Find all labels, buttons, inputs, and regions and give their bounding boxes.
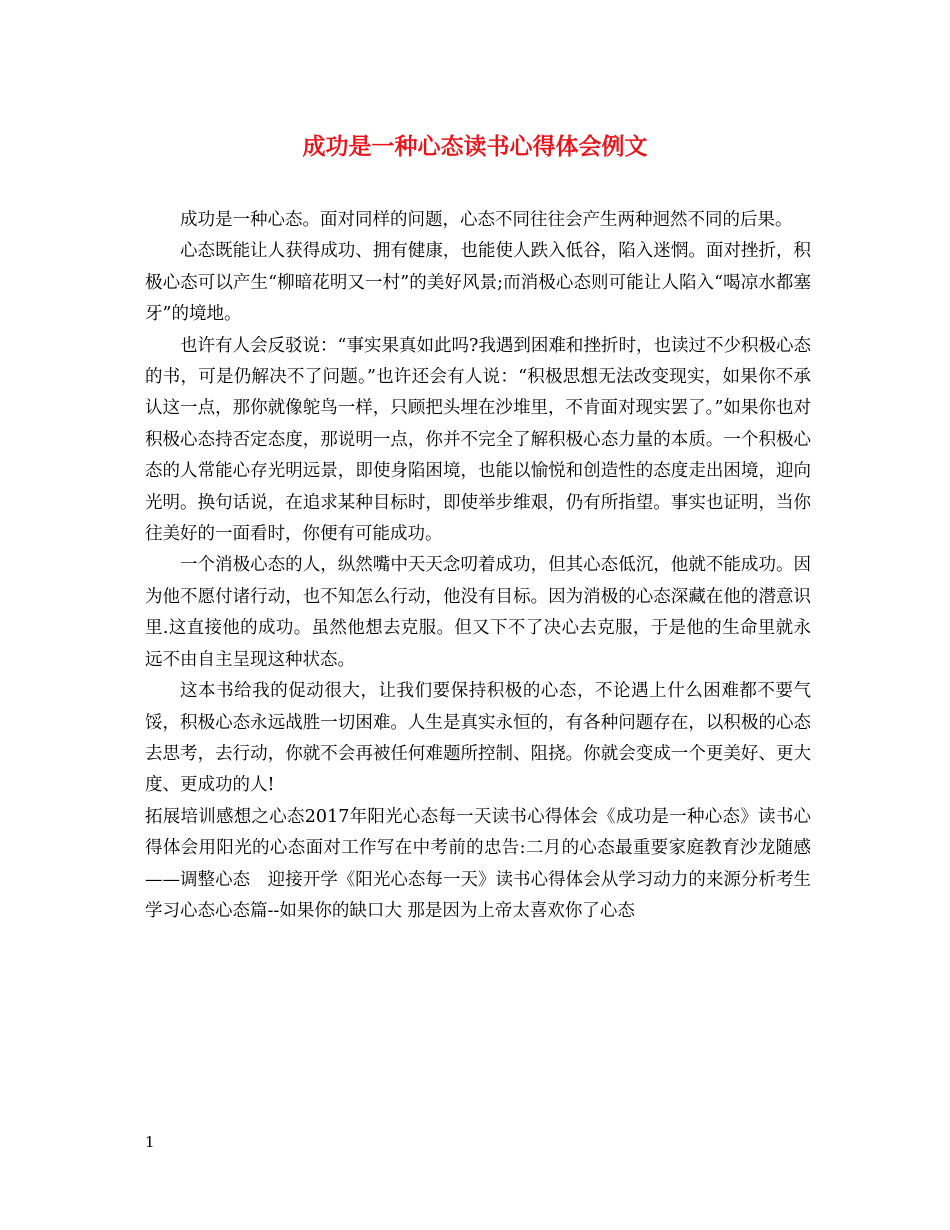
document-body — [145, 205, 811, 927]
paragraph: 也许有人会反驳说：“事实果真如此吗?我遇到困难和挫折时，也读过不少积极心态的书，可是仍解决不了问题。”也许还会有人说：“积极思想无法改变现实，如果你不承认这一点，那你就像鸵鸟一样，只顾把头埋在沙堆里，不肯面对现实罢了。”如果你也对积极心态持否定态度，那说明一点，你并不完全了解积极心态力量的本质。一个积极心态的人常能心存光明远景，即使身陷困境，也能以愉悦和创造性的态度走出困境，迎向光明。换句话说，在追求某种目标时，即使举步维艰，仍有所指望。事实也证明，当你往美好的一面看时，你便有可能成功。 — [145, 335, 811, 545]
paragraph: 心态既能让人获得成功、拥有健康，也能使人跌入低谷，陷入迷惘。面对挫折，积极心态可以产生“柳暗花明又一村”的美好风景;而消极心态则可能让人陷入“喝凉水都塞牙”的境地。 — [145, 241, 811, 325]
paragraph: 这本书给我的促动很大，让我们要保持积极的心态，不论遇上什么困难都不要气馁，积极心态永远战胜一切困难。人生是真实永恒的，有各种问题存在，以积极的心态去思考，去行动，你就不会再被任何难题所控制、阻挠。你就会变成一个更美好、更大度、更成功的人! — [145, 681, 811, 796]
document-title: 成功是一种心态读书心得体会例文 — [302, 133, 648, 160]
page-number: 1 — [145, 1133, 155, 1151]
related-links-text: 拓展培训感想之心态2017年阳光心态每一天读书心得体会《成功是一种心态》读书心得体会用阳光的心态面对工作写在中考前的忠告:二月的心态最重要家庭教育沙龙随感——调整心态 迎接开学《阳光心态每一天》读书心得体会从学习动力的来源分析考生学习心态心态篇--如果你的缺口大 那是因为上帝太喜欢你了心态 — [145, 806, 811, 921]
paragraph: 一个消极心态的人，纵然嘴中天天念叨着成功，但其心态低沉，他就不能成功。因为他不愿付诸行动，也不知怎么行动，他没有目标。因为消极的心态深藏在他的潜意识里.这直接他的成功。虽然他想去克服。但又下不了决心去克服，于是他的生命里就永远不由自主呈现这种状态。 — [145, 555, 811, 670]
paragraph: 成功是一种心态。面对同样的问题，心态不同往往会产生两种迥然不同的后果。 — [180, 210, 793, 230]
